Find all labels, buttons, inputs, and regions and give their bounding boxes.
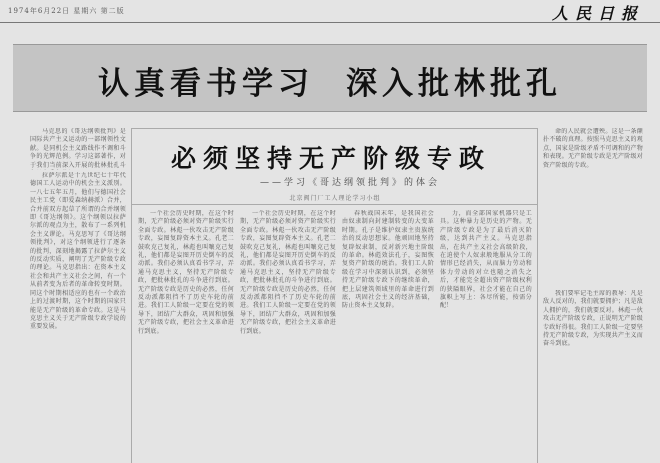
column-rule	[131, 128, 132, 463]
article-frame-top	[131, 128, 537, 129]
column-rule	[537, 128, 538, 463]
left-intro-text: 马克思的《哥达纲领批判》是国际共产主义运动的一部纲领性文献。是同机会主义路线作不调和斗争的光辉范例。学习这部著作，对于我们当前深入开展的批林批孔斗	[30, 128, 126, 169]
article-headline: 必须坚持无产阶级专政	[170, 144, 491, 173]
far-right-top-text: 命的人民就会遭殃。这是一条颠扑不破的真理。按照马克思主义的观点，国家是阶级矛盾不可调和的产物和表现。无产阶级专政是无产阶级对资产阶级的专政。	[543, 128, 643, 169]
newspaper-nameplate: 人民日报	[551, 4, 644, 23]
left-body-text: 拉萨尔派是十九世纪七十年代德国工人运动中的机会主义派别。一八七五年五月，他们与德国社会民主工党（即爱森纳赫派）合并，合并前双方起草了所谓的合并纲领即《哥达纲领》。这个纲领以拉萨尔派的观点为主，散布了一系列机会主义谬论。马克思写了《哥达纲领批判》，对这个纲领进行了逐条的批判，深刻地揭露了拉萨尔主义的反动实质，阐明了无产阶级专政的理论。马克思指出：在资本主义社会和共产主义社会之间，有一个从前者变为后者的革命转变时期。同这个时期相适应的也有一个政治上的过渡时期，这个时期的国家只能是无产阶级的革命专政。这是马克思主义关于无产阶级专政学说的重要发展。	[30, 172, 126, 331]
article-column-4-text: 力，而全部国家机器只是工具。这种暴力是历史的产物。无产阶级专政是为了最后消灭阶级，达到共产主义。马克思指出，在共产主义社会高级阶段，在迫使个人奴隶般地服从分工的情形已经消失，从而脑力劳动和体力劳动的对立也随之消失之后，才能完全超出资产阶级权利的狭隘眼界，社会才能在自己的旗帜上写上：各尽所能，按需分配！	[440, 210, 532, 310]
article-byline: 北京阀门厂工人理论学习小组	[289, 195, 381, 202]
banner-slogan-left: 认真看书学习	[98, 66, 314, 102]
article-column-1	[138, 210, 234, 463]
masthead	[0, 0, 660, 23]
banner-slogan-right: 深入批林批孔	[346, 66, 562, 102]
article-frame-bottom	[131, 204, 537, 205]
article-subtitle: ——学习《哥达纲领批判》的体会	[259, 178, 440, 188]
left-intro-column	[30, 128, 126, 170]
article-column-3	[342, 210, 434, 463]
article-column-2-text: 一个社会历史时期，在这个时期，无产阶级必须对资产阶级实行全面专政。林彪一伙攻击无产阶级专政，妄图复辟资本主义。孔老二鼓吹克己复礼，林彪也叫嚷克己复礼，他们都是妄图开历史倒车的反动派。我们必须认真看书学习，弄通马克思主义，坚持无产阶级专政，把批林批孔的斗争进行到底。无产阶级专政是历史的必然，任何反动派都阻挡不了历史车轮的前进。我们工人阶级一定要在党的领导下，团结广大群众，巩固和加强无产阶级专政，把社会主义革命进行到底。	[240, 210, 336, 335]
far-right-column-top	[543, 128, 643, 288]
article-column-3-text: 春秋战国末年，是我国社会由奴隶制向封建制转变的大变革时期。孔子是维护奴隶主贵族统治的反动思想家。他顽固地坚持复辟奴隶制，反对新兴地主阶级的革命。林彪效法孔子，妄图恢复资产阶级的统治。我们工人阶级在学习中深刻认识到，必须坚持无产阶级专政下的继续革命，把上层建筑领域里的革命进行到底，巩固社会主义的经济基础，防止资本主义复辟。	[342, 210, 434, 310]
far-right-bottom-text: 我们要牢记毛主席的教导：凡是敌人反对的，我们就要拥护；凡是敌人拥护的，我们就要反对。林彪一伙攻击无产阶级专政，正说明无产阶级专政好得很。我们工人阶级一定要坚持无产阶级专政，为实现共产主义而奋斗到底。	[543, 290, 643, 348]
article-column-4	[440, 210, 532, 463]
far-right-column-bottom	[543, 290, 643, 463]
date-line: 1974年6月22日 星期六 第二版	[8, 7, 125, 15]
article-column-2	[240, 210, 336, 463]
article-column-1-text: 一个社会历史时期，在这个时期，无产阶级必须对资产阶级实行全面专政。林彪一伙攻击无产阶级专政，妄图复辟资本主义。孔老二鼓吹克己复礼，林彪也叫嚷克己复礼，他们都是妄图开历史倒车的反动派。我们必须认真看书学习，弄通马克思主义，坚持无产阶级专政，把批林批孔的斗争进行到底。无产阶级专政是历史的必然，任何反动派都阻挡不了历史车轮的前进。我们工人阶级一定要在党的领导下，团结广大群众，巩固和加强无产阶级专政，把社会主义革命进行到底。	[138, 210, 234, 335]
left-body-column	[30, 172, 126, 463]
slogan-banner	[13, 44, 647, 112]
banner-slogans	[13, 58, 647, 103]
